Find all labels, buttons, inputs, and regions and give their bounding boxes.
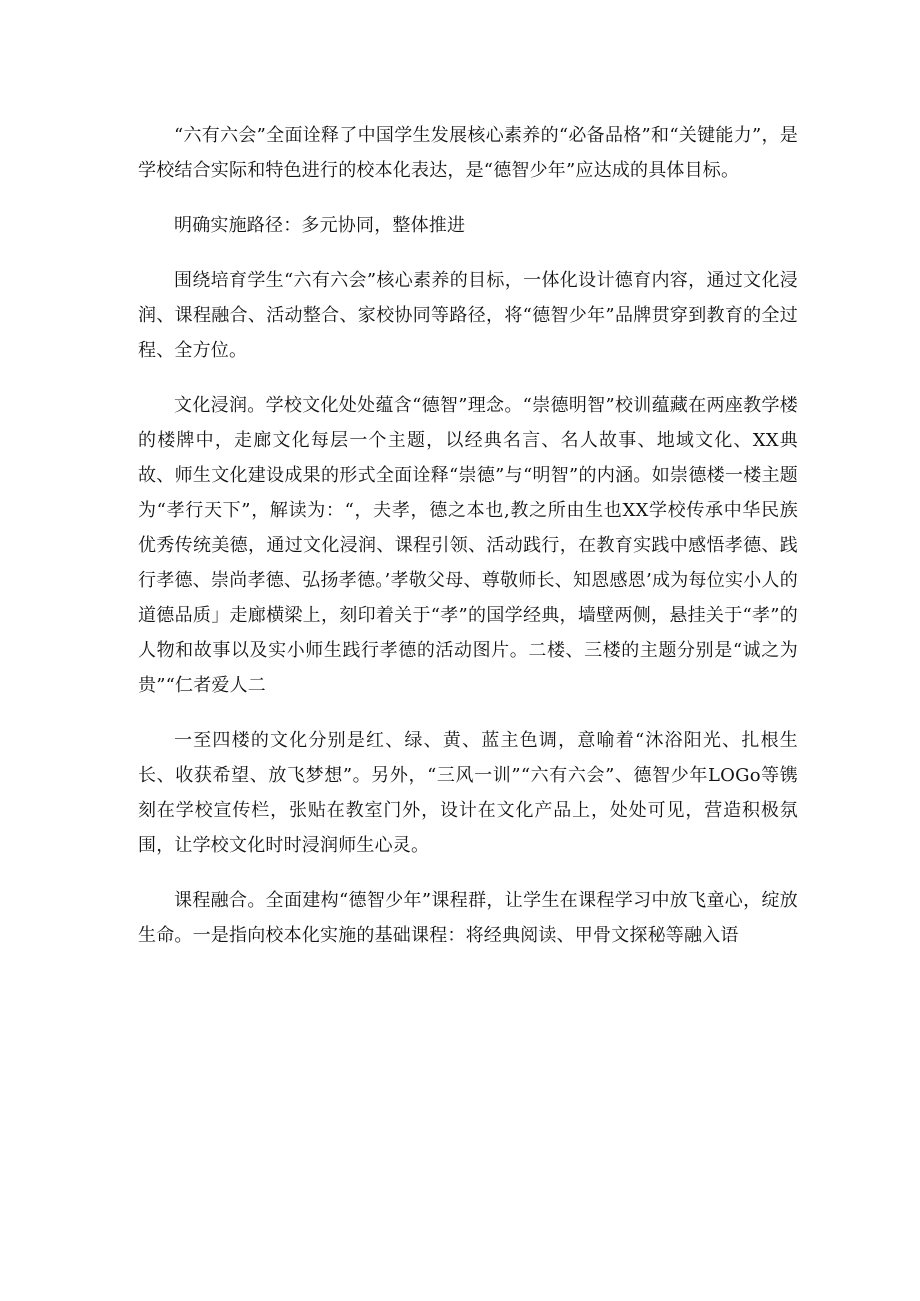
document-page bbox=[138, 118, 798, 973]
paragraph-core-literacy: “六有六会”全面诠释了中国学生发展核心素养的“必备品格”和“关键能力”，是学校结合实际和特色进行的校本化表达，是“德智少年”应达成的具体目标。 bbox=[138, 125, 798, 181]
paragraph-floor-colors: 一至四楼的文化分别是红、绿、黄、蓝主色调，意喻着“沐浴阳光、扎根生长、收获希望、放飞梦想”。另外，“三风一训”“六有六会”、德智少年LOGo等镌刻在学校宣传栏，张贴在教室门外，设计在文化产品上，处处可见，营造积极氛围，让学校文化时时浸润师生心灵。 bbox=[138, 730, 798, 856]
paragraph-integrated-design: 围绕培育学生“六有六会”核心素养的目标，一体化设计德育内容，通过文化浸润、课程融合、活动整合、家校协同等路径，将“德智少年”品牌贯穿到教育的全过程、全方位。 bbox=[138, 270, 798, 361]
paragraph-culture-immersion: 文化浸润。学校文化处处蕴含“德智”理念。“崇德明智”校训蕴藏在两座教学楼的楼牌中，走廊文化每层一个主题，以经典名言、名人故事、地域文化、XX典故、师生文化建设成果的形式全面诠释“崇德”与“明智”的内涵。如崇德楼一楼主题为“孝行天下”，解读为：“，夫孝，德之本也,教之所由生也XX学校传承中华民族优秀传统美德，通过文化浸润、课程引领、活动践行，在教育实践中感悟孝德、践行孝德、崇尚孝德、弘扬孝德。’孝敬父母、尊敬师长、知恩感恩’成为每位实小人的道德品质」走廊横梁上，刻印着关于“孝”的国学经典，墙壁两侧，悬挂关于“孝”的人物和故事以及实小师生践行孝德的活动图片。二楼、三楼的主题分别是“诚之为贵”“仁者爱人二 bbox=[138, 395, 798, 696]
paragraph-heading-implementation-path: 明确实施路径：多元协同，整体推进 bbox=[174, 215, 466, 236]
paragraph-curriculum-integration: 课程融合。全面建构“德智少年”课程群，让学生在课程学习中放飞童心，绽放生命。一是指向校本化实施的基础课程：将经典阅读、甲骨文探秘等融入语 bbox=[138, 890, 798, 946]
